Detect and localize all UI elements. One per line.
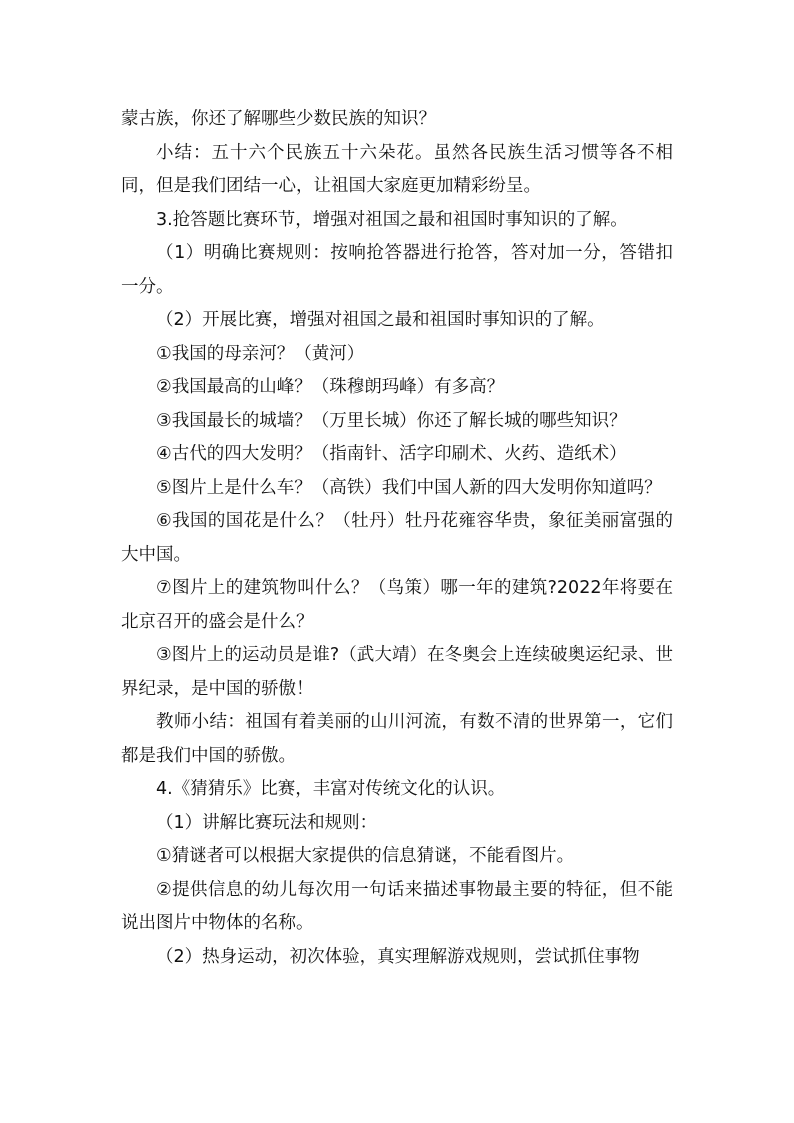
rule-item-2: ②提供信息的幼儿每次用一句话来描述事物最主要的特征，但不能说出图片中物体的名称。 [121, 879, 673, 933]
rule-item-1: ①猜谜者可以根据大家提供的信息猜谜，不能看图片。 [156, 846, 575, 866]
question-item-6: ⑥我国的国花是什么？（牡丹）牡丹花雍容华贵，象征美丽富强的大中国。 [121, 511, 673, 565]
question-item-8: ③图片上的运动员是谁?（武大靖）在冬奥会上连续破奥运纪录、世界纪录，是中国的骄傲！ [121, 645, 673, 699]
paragraph-rules: （1）明确比赛规则：按响抢答器进行抢答，答对加一分，答错扣一分。 [121, 243, 673, 297]
paragraph-teacher-summary: 教师小结：祖国有着美丽的山川河流，有数不清的世界第一，它们都是我们中国的骄傲。 [121, 712, 673, 766]
question-item-2: ②我国最高的山峰？（珠穆朗玛峰）有多高？ [156, 377, 505, 397]
document-body [121, 103, 673, 974]
paragraph-continuation: 蒙古族，你还了解哪些少数民族的知识？ [121, 109, 436, 129]
question-item-1: ①我国的母亲河？（黄河） [156, 343, 365, 364]
question-item-5: ⑤图片上是什么车？（高铁）我们中国人新的四大发明你知道吗？ [156, 477, 662, 498]
question-item-3: ③我国最长的城墙？（万里长城）你还了解长城的哪些知识？ [156, 410, 627, 431]
question-item-7: ⑦图片上的建筑物叫什么？（鸟策）哪一年的建筑?2022年将要在北京召开的盛会是什么？ [121, 578, 673, 632]
paragraph-summary-ethnic: 小结：五十六个民族五十六朵花。虽然各民族生活习惯等各不相同，但是我们团结一心，让祖国大家庭更加精彩纷呈。 [121, 142, 673, 196]
paragraph-warmup: （2）热身运动，初次体验，真实理解游戏规则，尝试抓住事物 [156, 946, 640, 967]
question-item-4: ④古代的四大发明？（指南针、活字印刷术、火药、造纸术） [156, 444, 627, 464]
paragraph-competition: （2）开展比赛，增强对祖国之最和祖国时事知识的了解。 [156, 310, 605, 330]
paragraph-game-rules-heading: （1）讲解比赛玩法和规则： [156, 812, 378, 833]
paragraph-section-4-heading: 4.《猜猜乐》比赛，丰富对传统文化的认识。 [156, 779, 506, 799]
paragraph-section-3-heading: 3.抢答题比赛环节，增强对祖国之最和祖国时事知识的了解。 [156, 209, 628, 230]
